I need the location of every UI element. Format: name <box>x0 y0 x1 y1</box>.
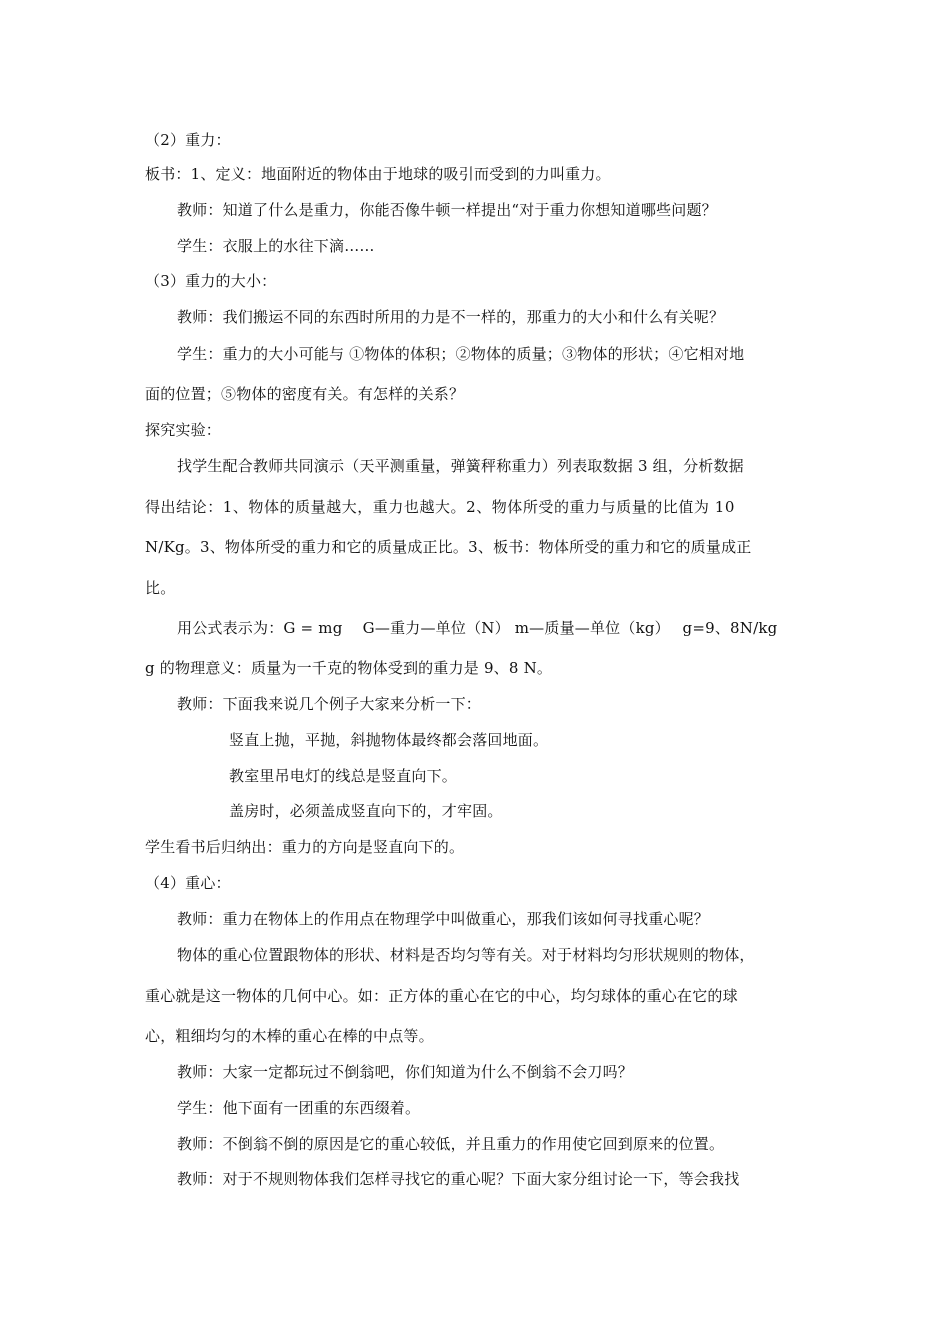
g-meaning: g 的物理意义：质量为一千克的物体受到的重力是 9、8 N。 <box>145 659 553 677</box>
teacher-tumbler-explanation: 教师：不倒翁不倒的原因是它的重心较低，并且重力的作用使它回到原来的位置。 <box>177 1135 725 1153</box>
student-tumbler-answer: 学生：他下面有一团重的东西缀着。 <box>177 1099 421 1117</box>
experiment-line2: 得出结论：1、物体的质量越大，重力也越大。2、物体所受的重力与质量的比值为 10 <box>145 498 735 516</box>
center-explanation-line3: 心，粗细均匀的木棒的重心在棒的中点等。 <box>145 1027 434 1045</box>
heading-gravity: （2）重力： <box>145 131 231 149</box>
teacher-question: 教师：知道了什么是重力，你能否像牛顿一样提出“对于重力你想知道哪些问题？ <box>177 201 717 219</box>
example-3: 盖房时，必须盖成竖直向下的，才牢固。 <box>229 802 503 820</box>
student-conclusion-direction: 学生看书后归纳出：重力的方向是竖直向下的。 <box>145 838 465 856</box>
student-hypothesis-line2: 面的位置；⑤物体的密度有关。有怎样的关系？ <box>145 385 465 403</box>
experiment-line4: 比。 <box>145 579 176 597</box>
student-hypothesis-line1: 学生：重力的大小可能与 ①物体的体积；②物体的质量；③物体的形状；④它相对地 <box>177 345 745 363</box>
student-answer: 学生：衣服上的水往下滴…… <box>177 237 375 255</box>
teacher-tumbler-question: 教师：大家一定都玩过不倒翁吧，你们知道为什么不倒翁不会刀吗？ <box>177 1063 634 1081</box>
teacher-question-magnitude: 教师：我们搬运不同的东西时所用的力是不一样的，那重力的大小和什么有关呢？ <box>177 308 725 326</box>
center-explanation-line1: 物体的重心位置跟物体的形状、材料是否均匀等有关。对于材料均匀形状规则的物体， <box>177 946 755 964</box>
heading-gravity-magnitude: （3）重力的大小： <box>145 272 277 290</box>
teacher-examples-intro: 教师：下面我来说几个例子大家来分析一下： <box>177 695 482 713</box>
example-1: 竖直上抛，平抛，斜抛物体最终都会落回地面。 <box>229 731 549 749</box>
blackboard-definition: 板书：1、定义：地面附近的物体由于地球的吸引而受到的力叫重力。 <box>145 165 611 183</box>
center-explanation-line2: 重心就是这一物体的几何中心。如：正方体的重心在它的中心，均匀球体的重心在它的球 <box>145 987 738 1005</box>
heading-experiment: 探究实验： <box>145 421 222 439</box>
formula-line: 用公式表示为：G = mg G—重力—单位（N） m—质量—单位（kg） g=9、8N/kg <box>177 619 778 637</box>
example-2: 教室里吊电灯的线总是竖直向下。 <box>229 767 458 785</box>
experiment-line1: 找学生配合教师共同演示（天平测重量，弹簧秤称重力）列表取数据 3 组，分析数据 <box>177 457 744 475</box>
heading-center-of-gravity: （4）重心： <box>145 874 231 892</box>
experiment-line3: N/Kg。3、物体所受的重力和它的质量成正比。3、板书：物体所受的重力和它的质量成正 <box>145 538 752 556</box>
teacher-center-question: 教师：重力在物体上的作用点在物理学中叫做重心，那我们该如何寻找重心呢？ <box>177 910 710 928</box>
teacher-irregular-question: 教师：对于不规则物体我们怎样寻找它的重心呢？下面大家分组讨论一下，等会我找 <box>177 1170 740 1188</box>
